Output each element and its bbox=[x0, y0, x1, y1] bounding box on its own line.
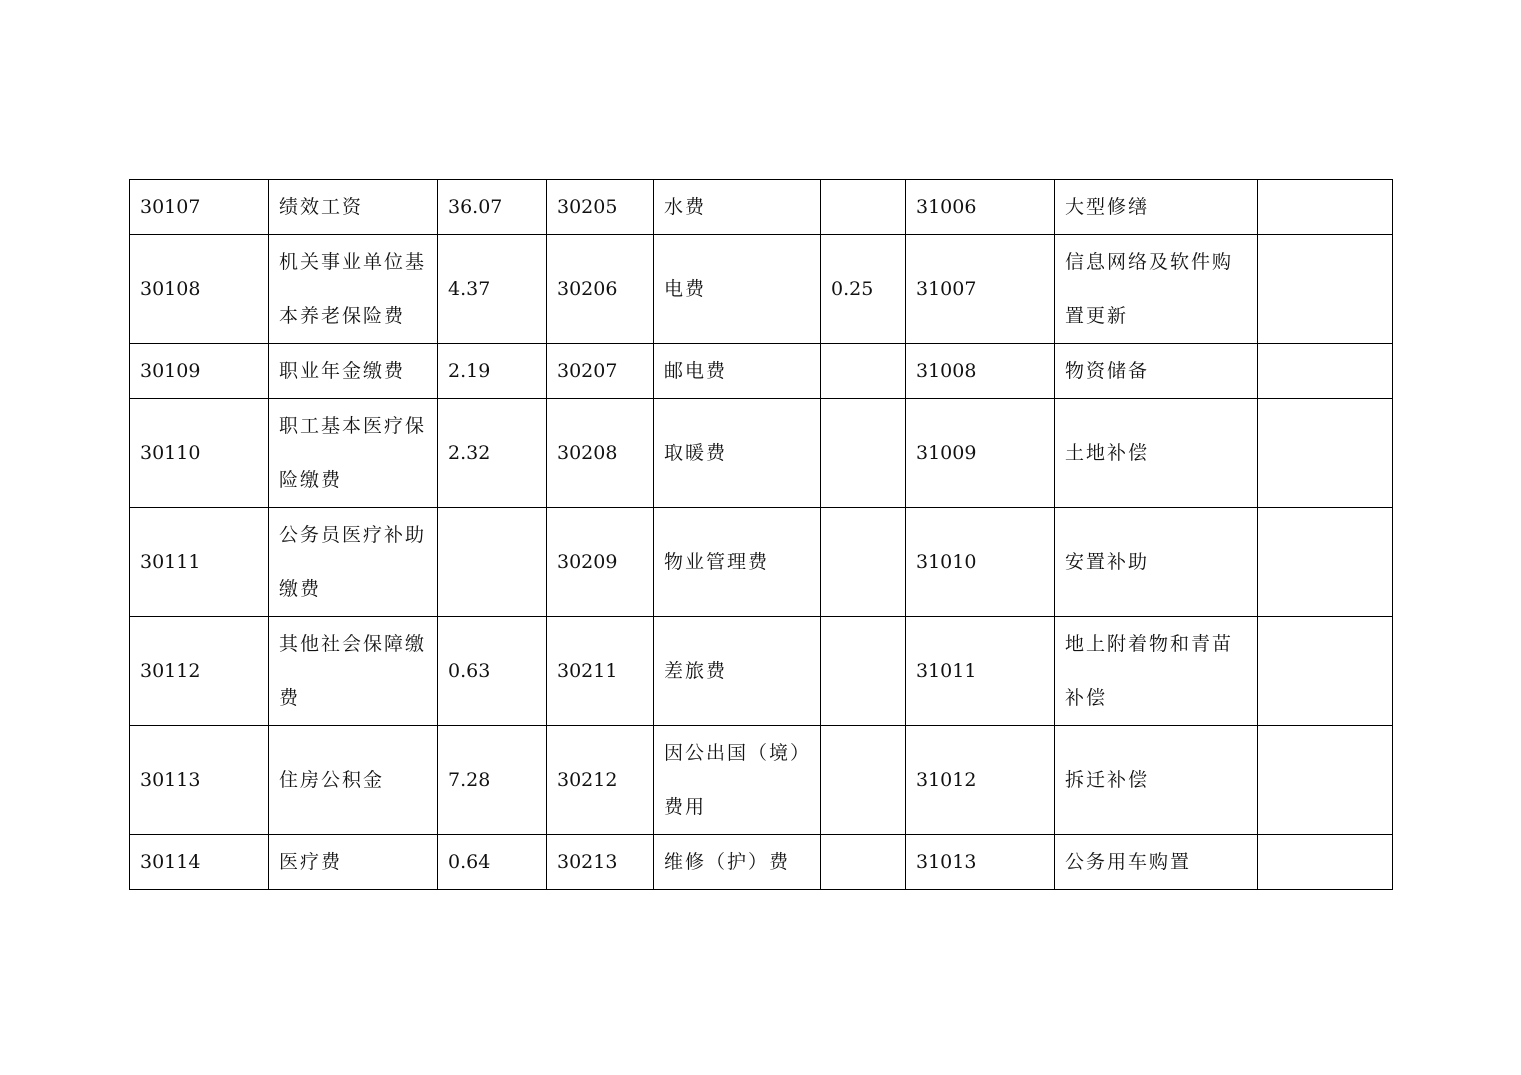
code-cell: 30212 bbox=[547, 726, 654, 835]
amount-cell: 7.28 bbox=[438, 726, 547, 835]
code-cell: 31008 bbox=[906, 344, 1055, 399]
item-name-cell: 取暖费 bbox=[654, 399, 821, 508]
amount-cell bbox=[1258, 617, 1393, 726]
amount-cell bbox=[821, 835, 906, 890]
code-cell: 30113 bbox=[130, 726, 269, 835]
item-name-cell: 大型修缮 bbox=[1055, 180, 1258, 235]
amount-cell: 4.37 bbox=[438, 235, 547, 344]
amount-cell: 0.64 bbox=[438, 835, 547, 890]
amount-cell bbox=[438, 508, 547, 617]
item-name-cell: 物业管理费 bbox=[654, 508, 821, 617]
amount-cell bbox=[1258, 726, 1393, 835]
table-row bbox=[130, 235, 1393, 344]
code-cell: 30110 bbox=[130, 399, 269, 508]
item-name-cell: 公务员医疗补助缴费 bbox=[269, 508, 438, 617]
amount-cell: 2.32 bbox=[438, 399, 547, 508]
item-name-cell: 地上附着物和青苗补偿 bbox=[1055, 617, 1258, 726]
code-cell: 31010 bbox=[906, 508, 1055, 617]
table-row bbox=[130, 344, 1393, 399]
item-name-cell: 邮电费 bbox=[654, 344, 821, 399]
code-cell: 30209 bbox=[547, 508, 654, 617]
code-cell: 30109 bbox=[130, 344, 269, 399]
amount-cell bbox=[1258, 235, 1393, 344]
item-name-cell: 职业年金缴费 bbox=[269, 344, 438, 399]
code-cell: 30112 bbox=[130, 617, 269, 726]
code-cell: 30213 bbox=[547, 835, 654, 890]
code-cell: 30208 bbox=[547, 399, 654, 508]
amount-cell bbox=[1258, 344, 1393, 399]
item-name-cell: 绩效工资 bbox=[269, 180, 438, 235]
code-cell: 31012 bbox=[906, 726, 1055, 835]
amount-cell bbox=[821, 726, 906, 835]
table-row bbox=[130, 835, 1393, 890]
item-name-cell: 安置补助 bbox=[1055, 508, 1258, 617]
code-cell: 30108 bbox=[130, 235, 269, 344]
item-name-cell: 电费 bbox=[654, 235, 821, 344]
table-row bbox=[130, 180, 1393, 235]
table-row bbox=[130, 726, 1393, 835]
amount-cell bbox=[821, 399, 906, 508]
amount-cell bbox=[1258, 180, 1393, 235]
code-cell: 31013 bbox=[906, 835, 1055, 890]
item-name-cell: 土地补偿 bbox=[1055, 399, 1258, 508]
amount-cell: 36.07 bbox=[438, 180, 547, 235]
code-cell: 30205 bbox=[547, 180, 654, 235]
table-row bbox=[130, 508, 1393, 617]
amount-cell bbox=[1258, 399, 1393, 508]
item-name-cell: 因公出国（境）费用 bbox=[654, 726, 821, 835]
amount-cell: 0.63 bbox=[438, 617, 547, 726]
item-name-cell: 公务用车购置 bbox=[1055, 835, 1258, 890]
code-cell: 30206 bbox=[547, 235, 654, 344]
code-cell: 30111 bbox=[130, 508, 269, 617]
budget-table bbox=[129, 179, 1393, 890]
code-cell: 31007 bbox=[906, 235, 1055, 344]
item-name-cell: 住房公积金 bbox=[269, 726, 438, 835]
code-cell: 31011 bbox=[906, 617, 1055, 726]
amount-cell bbox=[1258, 835, 1393, 890]
amount-cell bbox=[821, 344, 906, 399]
table-row bbox=[130, 617, 1393, 726]
item-name-cell: 医疗费 bbox=[269, 835, 438, 890]
code-cell: 30211 bbox=[547, 617, 654, 726]
item-name-cell: 其他社会保障缴费 bbox=[269, 617, 438, 726]
amount-cell bbox=[821, 617, 906, 726]
item-name-cell: 差旅费 bbox=[654, 617, 821, 726]
item-name-cell: 拆迁补偿 bbox=[1055, 726, 1258, 835]
code-cell: 31009 bbox=[906, 399, 1055, 508]
table-row bbox=[130, 399, 1393, 508]
code-cell: 30107 bbox=[130, 180, 269, 235]
amount-cell bbox=[821, 508, 906, 617]
item-name-cell: 职工基本医疗保险缴费 bbox=[269, 399, 438, 508]
amount-cell: 2.19 bbox=[438, 344, 547, 399]
item-name-cell: 机关事业单位基本养老保险费 bbox=[269, 235, 438, 344]
item-name-cell: 水费 bbox=[654, 180, 821, 235]
code-cell: 30207 bbox=[547, 344, 654, 399]
amount-cell bbox=[821, 180, 906, 235]
code-cell: 31006 bbox=[906, 180, 1055, 235]
item-name-cell: 维修（护）费 bbox=[654, 835, 821, 890]
item-name-cell: 信息网络及软件购置更新 bbox=[1055, 235, 1258, 344]
amount-cell bbox=[1258, 508, 1393, 617]
item-name-cell: 物资储备 bbox=[1055, 344, 1258, 399]
code-cell: 30114 bbox=[130, 835, 269, 890]
amount-cell: 0.25 bbox=[821, 235, 906, 344]
